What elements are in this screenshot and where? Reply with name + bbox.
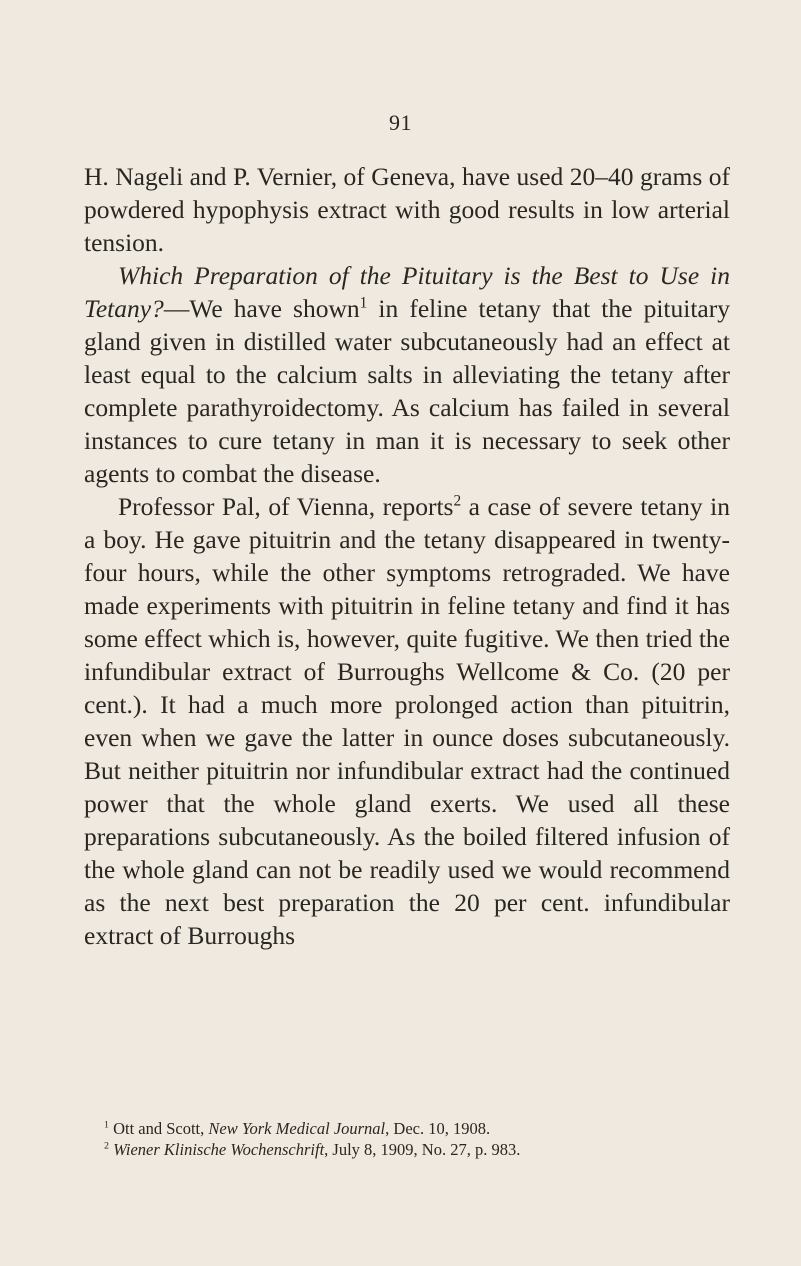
footnote-marker: 1 bbox=[104, 1119, 109, 1131]
footnote-2 bbox=[84, 1139, 730, 1160]
footnote-ref-1: 1 bbox=[359, 294, 368, 312]
footnote-text: , July 8, 1909, No. 27, p. 983. bbox=[324, 1140, 521, 1159]
page-number: 91 bbox=[389, 110, 412, 135]
footnote-text: Ott and Scott, bbox=[108, 1119, 209, 1138]
paragraph-text: a case of severe tetany in a boy. He gave pituitrin and the tetany disappeared in twenty-four hours, while the other symptoms retrograded. We have made experiments with pituitrin in feline tetany and find it has some effect which is, however, quite fugitive. We then tried the infundibular extract of Burroughs Wellcome & Co. (20 per cent.). It had a much more prolonged action than pituitrin, even when we gave the latter in ounce doses subcutaneously. But neither pituitrin nor infundibular extract had the continued power that the whole gland exerts. We used all these preparations subcutaneously. As the boiled filtered infusion of the whole gland can not be readily used we would recommend as the next best preparation the 20 per cent. infundibular extract of Burroughs bbox=[84, 492, 730, 950]
paragraph-text: in feline tetany that the pituitary gland given in distilled water subcutaneously had an effect at least equal to the calcium salts in alleviating the tetany after complete parathyroidectomy. As calcium has failed in several instances to cure tetany in man it is necessary to seek other agents to combat the disease. bbox=[84, 294, 730, 488]
body-text bbox=[84, 160, 730, 952]
footnote-ref-2: 2 bbox=[453, 492, 462, 510]
paragraph-nageli-vernier bbox=[84, 160, 730, 259]
footnote-marker: 2 bbox=[104, 1140, 109, 1152]
footnote-source: Wiener Klinische Wochenschrift bbox=[113, 1140, 325, 1159]
paragraph-text: —We have shown bbox=[163, 294, 360, 323]
paragraph-professor-pal bbox=[84, 490, 730, 952]
paragraph-text: H. Nageli and P. Vernier, of Geneva, have used 20–40 grams of powdered hypophysis extract with good results in low arterial tension. bbox=[84, 162, 730, 257]
footnote-text: , Dec. 10, 1908. bbox=[385, 1119, 491, 1138]
section-heading: Which Preparation of the Pituitary is the Best to Use in Tetany? bbox=[84, 261, 730, 323]
paragraph-pituitary-tetany bbox=[84, 259, 730, 490]
footnotes bbox=[84, 1118, 730, 1160]
footnote-1 bbox=[84, 1118, 730, 1139]
paragraph-text: Professor Pal, of Vienna, reports bbox=[118, 492, 454, 521]
footnote-source: New York Medical Journal bbox=[208, 1119, 386, 1138]
